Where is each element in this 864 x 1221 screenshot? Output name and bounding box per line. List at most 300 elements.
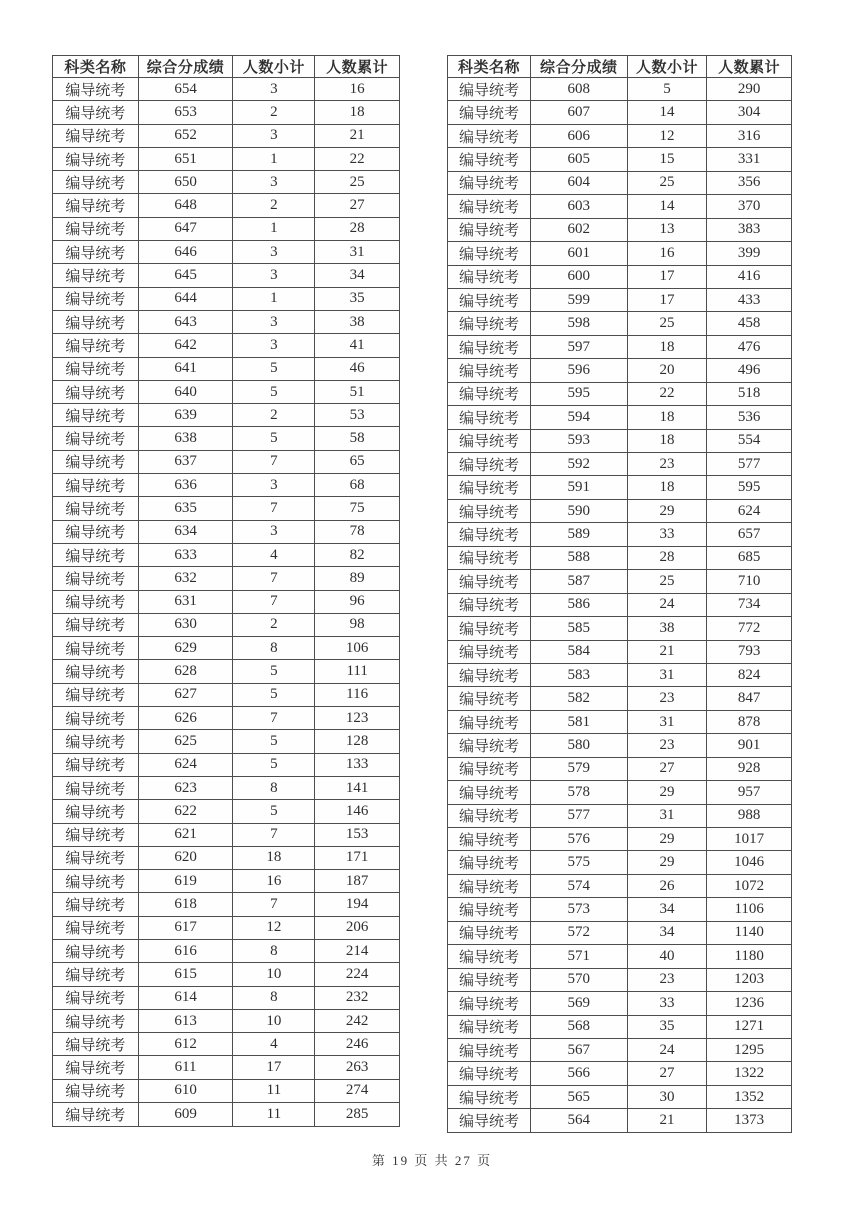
table-cell: 290 [707,78,792,101]
table-row [448,406,792,429]
table-cell: 78 [315,520,400,543]
table-cell: 编导统考 [53,916,139,939]
table-cell: 11 [233,1103,315,1127]
table-cell: 编导统考 [53,1033,139,1056]
table-cell: 626 [138,707,233,730]
table-cell: 编导统考 [53,963,139,986]
table-row [53,241,400,264]
table-cell: 编导统考 [53,520,139,543]
table-cell: 编导统考 [448,195,531,218]
table-cell: 617 [138,916,233,939]
table-cell: 编导统考 [448,78,531,101]
table-cell: 629 [138,637,233,660]
table-cell: 632 [138,567,233,590]
table-cell: 23 [627,734,707,757]
table-cell: 18 [627,429,707,452]
table-row [53,1033,400,1056]
table-cell: 编导统考 [53,660,139,683]
table-row [53,776,400,799]
table-cell: 1373 [707,1109,792,1133]
header-row [53,56,400,78]
table-cell: 编导统考 [53,567,139,590]
table-row [53,310,400,333]
table-cell: 3 [233,474,315,497]
table-cell: 53 [315,404,400,427]
table-cell: 624 [707,499,792,522]
table-row [448,148,792,171]
table-cell: 7 [233,567,315,590]
table-cell: 7 [233,450,315,473]
table-cell: 18 [627,335,707,358]
table-cell: 577 [530,804,627,827]
table-cell: 12 [627,124,707,147]
table-cell: 编导统考 [448,781,531,804]
table-cell: 1 [233,287,315,310]
table-cell: 编导统考 [448,288,531,311]
table-cell: 554 [707,429,792,452]
column-header: 综合分成绩 [530,56,627,78]
table-cell: 17 [233,1056,315,1079]
table-cell: 编导统考 [448,804,531,827]
table-row [448,757,792,780]
table-cell: 编导统考 [53,613,139,636]
table-cell: 643 [138,310,233,333]
table-row [53,474,400,497]
table-cell: 89 [315,567,400,590]
table-cell: 18 [627,406,707,429]
table-cell: 600 [530,265,627,288]
table-row [448,195,792,218]
table-cell: 566 [530,1062,627,1085]
table-row [53,683,400,706]
table-cell: 编导统考 [53,1009,139,1032]
table-cell: 34 [315,264,400,287]
table-cell: 编导统考 [448,546,531,569]
table-cell: 98 [315,613,400,636]
table-row [53,543,400,566]
table-cell: 编导统考 [448,663,531,686]
table-cell: 194 [315,893,400,916]
score-table-left [52,55,400,1127]
table-cell: 30 [627,1085,707,1108]
table-row [448,359,792,382]
table-row [53,334,400,357]
table-row [448,828,792,851]
table-row [53,194,400,217]
table-cell: 634 [138,520,233,543]
table-cell: 31 [627,804,707,827]
table-row [448,335,792,358]
table-cell: 编导统考 [53,986,139,1009]
table-cell: 591 [530,476,627,499]
table-cell: 653 [138,101,233,124]
table-row [448,851,792,874]
table-row [53,590,400,613]
table-cell: 1203 [707,968,792,991]
table-row [448,593,792,616]
table-cell: 590 [530,499,627,522]
table-cell: 621 [138,823,233,846]
table-cell: 编导统考 [53,334,139,357]
table-cell: 25 [627,312,707,335]
table-cell: 5 [233,800,315,823]
column-header: 综合分成绩 [138,56,233,78]
table-cell: 编导统考 [448,171,531,194]
table-row [53,963,400,986]
table-cell: 编导统考 [448,1038,531,1061]
table-cell: 编导统考 [53,823,139,846]
table-cell: 38 [315,310,400,333]
table-row [53,1103,400,1127]
table-cell: 12 [233,916,315,939]
table-cell: 616 [138,939,233,962]
table-cell: 575 [530,851,627,874]
table-cell: 627 [138,683,233,706]
table-cell: 编导统考 [448,359,531,382]
table-cell: 17 [627,265,707,288]
table-cell: 27 [627,1062,707,1085]
table-cell: 编导统考 [53,543,139,566]
table-cell: 编导统考 [448,1015,531,1038]
table-cell: 75 [315,497,400,520]
table-cell: 编导统考 [53,939,139,962]
table-cell: 639 [138,404,233,427]
table-cell: 1352 [707,1085,792,1108]
table-cell: 28 [627,546,707,569]
table-cell: 24 [627,593,707,616]
table-cell: 51 [315,380,400,403]
table-cell: 18 [315,101,400,124]
table-cell: 编导统考 [53,217,139,240]
table-cell: 8 [233,637,315,660]
table-cell: 599 [530,288,627,311]
table-row [448,1038,792,1061]
table-cell: 640 [138,380,233,403]
table-cell: 274 [315,1079,400,1102]
table-cell: 171 [315,846,400,869]
table-cell: 编导统考 [448,476,531,499]
table-row [53,124,400,147]
table-cell: 15 [627,148,707,171]
table-row [53,637,400,660]
table-row [448,476,792,499]
table-cell: 33 [627,523,707,546]
table-cell: 编导统考 [448,124,531,147]
table-cell: 647 [138,217,233,240]
table-cell: 458 [707,312,792,335]
table-cell: 8 [233,939,315,962]
column-header: 科类名称 [448,56,531,78]
table-row [448,663,792,686]
table-cell: 619 [138,870,233,893]
table-cell: 603 [530,195,627,218]
table-cell: 654 [138,78,233,101]
table-cell: 582 [530,687,627,710]
table-cell: 901 [707,734,792,757]
table-cell: 编导统考 [53,846,139,869]
table-row [448,687,792,710]
table-cell: 648 [138,194,233,217]
table-cell: 31 [627,663,707,686]
table-row [448,921,792,944]
table-cell: 21 [627,1109,707,1133]
table-cell: 370 [707,195,792,218]
table-cell: 628 [138,660,233,683]
table-cell: 25 [627,171,707,194]
table-cell: 609 [138,1103,233,1127]
table-cell: 224 [315,963,400,986]
table-cell: 5 [233,753,315,776]
table-cell: 585 [530,617,627,640]
table-cell: 592 [530,453,627,476]
table-cell: 644 [138,287,233,310]
table-cell: 433 [707,288,792,311]
table-cell: 41 [315,334,400,357]
table-cell: 3 [233,78,315,101]
table-cell: 编导统考 [448,617,531,640]
table-cell: 584 [530,640,627,663]
table-cell: 646 [138,241,233,264]
table-row [448,1085,792,1108]
table-cell: 编导统考 [53,380,139,403]
table-cell: 18 [627,476,707,499]
table-row [53,870,400,893]
table-row [53,1056,400,1079]
table-cell: 570 [530,968,627,991]
table-cell: 496 [707,359,792,382]
table-row [448,874,792,897]
table-cell: 578 [530,781,627,804]
table-cell: 597 [530,335,627,358]
table-row [53,800,400,823]
table-cell: 607 [530,101,627,124]
table-cell: 633 [138,543,233,566]
table-cell: 3 [233,241,315,264]
table-cell: 383 [707,218,792,241]
table-cell: 16 [627,242,707,265]
table-row [53,264,400,287]
table-cell: 588 [530,546,627,569]
table-cell: 641 [138,357,233,380]
table-row [448,546,792,569]
table-cell: 31 [315,241,400,264]
table-cell: 编导统考 [53,893,139,916]
table-cell: 593 [530,429,627,452]
table-cell: 14 [627,101,707,124]
score-table-right [447,55,792,1133]
column-header: 人数累计 [707,56,792,78]
table-row [448,453,792,476]
table-cell: 1106 [707,898,792,921]
table-cell: 572 [530,921,627,944]
table-cell: 编导统考 [53,171,139,194]
table-row [53,357,400,380]
table-cell: 608 [530,78,627,101]
table-cell: 编导统考 [53,241,139,264]
table-cell: 编导统考 [448,921,531,944]
table-cell: 576 [530,828,627,851]
column-header: 科类名称 [53,56,139,78]
table-cell: 1322 [707,1062,792,1085]
table-cell: 8 [233,986,315,1009]
table-cell: 编导统考 [448,828,531,851]
table-cell: 35 [315,287,400,310]
table-row [448,710,792,733]
table-cell: 586 [530,593,627,616]
table-cell: 编导统考 [448,523,531,546]
table-cell: 编导统考 [448,148,531,171]
table-row [53,217,400,240]
table-cell: 685 [707,546,792,569]
table-cell: 614 [138,986,233,1009]
table-cell: 331 [707,148,792,171]
table-cell: 574 [530,874,627,897]
table-cell: 133 [315,753,400,776]
table-cell: 40 [627,945,707,968]
table-cell: 编导统考 [448,734,531,757]
table-cell: 3 [233,310,315,333]
table-row [53,287,400,310]
table-cell: 27 [627,757,707,780]
table-cell: 625 [138,730,233,753]
table-cell: 编导统考 [53,427,139,450]
table-cell: 635 [138,497,233,520]
table-cell: 613 [138,1009,233,1032]
table-cell: 2 [233,613,315,636]
table-row [53,939,400,962]
table-cell: 7 [233,590,315,613]
table-cell: 31 [627,710,707,733]
table-cell: 589 [530,523,627,546]
table-cell: 596 [530,359,627,382]
table-cell: 编导统考 [448,429,531,452]
table-cell: 编导统考 [448,242,531,265]
table-cell: 5 [233,683,315,706]
table-cell: 652 [138,124,233,147]
table-cell: 4 [233,543,315,566]
table-cell: 518 [707,382,792,405]
table-cell: 34 [627,921,707,944]
table-cell: 38 [627,617,707,640]
table-cell: 399 [707,242,792,265]
table-cell: 10 [233,963,315,986]
table-row [448,570,792,593]
table-cell: 编导统考 [448,640,531,663]
table-cell: 622 [138,800,233,823]
table-cell: 579 [530,757,627,780]
table-cell: 29 [627,499,707,522]
table-cell: 316 [707,124,792,147]
page-footer: 第 19 页 共 27 页 [371,1153,493,1168]
table-cell: 24 [627,1038,707,1061]
table-cell: 577 [707,453,792,476]
table-row [448,992,792,1015]
table-cell: 3 [233,264,315,287]
table-cell: 2 [233,101,315,124]
table-row [53,567,400,590]
table-cell: 214 [315,939,400,962]
table-cell: 116 [315,683,400,706]
table-cell: 29 [627,851,707,874]
table-cell: 416 [707,265,792,288]
table-cell: 编导统考 [53,1079,139,1102]
table-cell: 编导统考 [53,310,139,333]
table-cell: 编导统考 [448,945,531,968]
table-cell: 编导统考 [53,800,139,823]
table-row [53,380,400,403]
table-row [448,898,792,921]
table-cell: 1236 [707,992,792,1015]
table-cell: 580 [530,734,627,757]
table-row [448,640,792,663]
table-cell: 605 [530,148,627,171]
table-cell: 710 [707,570,792,593]
table-cell: 1 [233,217,315,240]
table-cell: 26 [627,874,707,897]
table-row [448,101,792,124]
column-header: 人数小计 [233,56,315,78]
table-cell: 编导统考 [448,1062,531,1085]
table-cell: 编导统考 [53,590,139,613]
table-row [53,497,400,520]
table-cell: 637 [138,450,233,473]
table-cell: 编导统考 [448,499,531,522]
table-cell: 21 [627,640,707,663]
table-cell: 583 [530,663,627,686]
table-cell: 编导统考 [448,453,531,476]
table-cell: 606 [530,124,627,147]
table-cell: 650 [138,171,233,194]
table-row [448,218,792,241]
table-cell: 536 [707,406,792,429]
table-cell: 编导统考 [448,968,531,991]
table-cell: 651 [138,147,233,170]
table-cell: 10 [233,1009,315,1032]
table-row [53,520,400,543]
table-cell: 65 [315,450,400,473]
table-cell: 编导统考 [448,992,531,1015]
table-cell: 928 [707,757,792,780]
table-row [53,660,400,683]
table-cell: 476 [707,335,792,358]
table-row [53,101,400,124]
table-cell: 734 [707,593,792,616]
table-cell: 35 [627,1015,707,1038]
table-row [53,707,400,730]
table-cell: 编导统考 [53,753,139,776]
table-cell: 581 [530,710,627,733]
table-cell: 793 [707,640,792,663]
table-cell: 编导统考 [53,264,139,287]
table-cell: 7 [233,893,315,916]
table-cell: 645 [138,264,233,287]
table-cell: 16 [315,78,400,101]
table-cell: 573 [530,898,627,921]
table-cell: 编导统考 [53,1056,139,1079]
table-cell: 编导统考 [53,78,139,101]
table-cell: 编导统考 [53,776,139,799]
table-cell: 623 [138,776,233,799]
table-cell: 22 [627,382,707,405]
table-cell: 7 [233,497,315,520]
table-cell: 27 [315,194,400,217]
table-cell: 206 [315,916,400,939]
table-cell: 编导统考 [448,218,531,241]
table-row [448,617,792,640]
table-cell: 636 [138,474,233,497]
table-cell: 25 [315,171,400,194]
table-cell: 5 [627,78,707,101]
